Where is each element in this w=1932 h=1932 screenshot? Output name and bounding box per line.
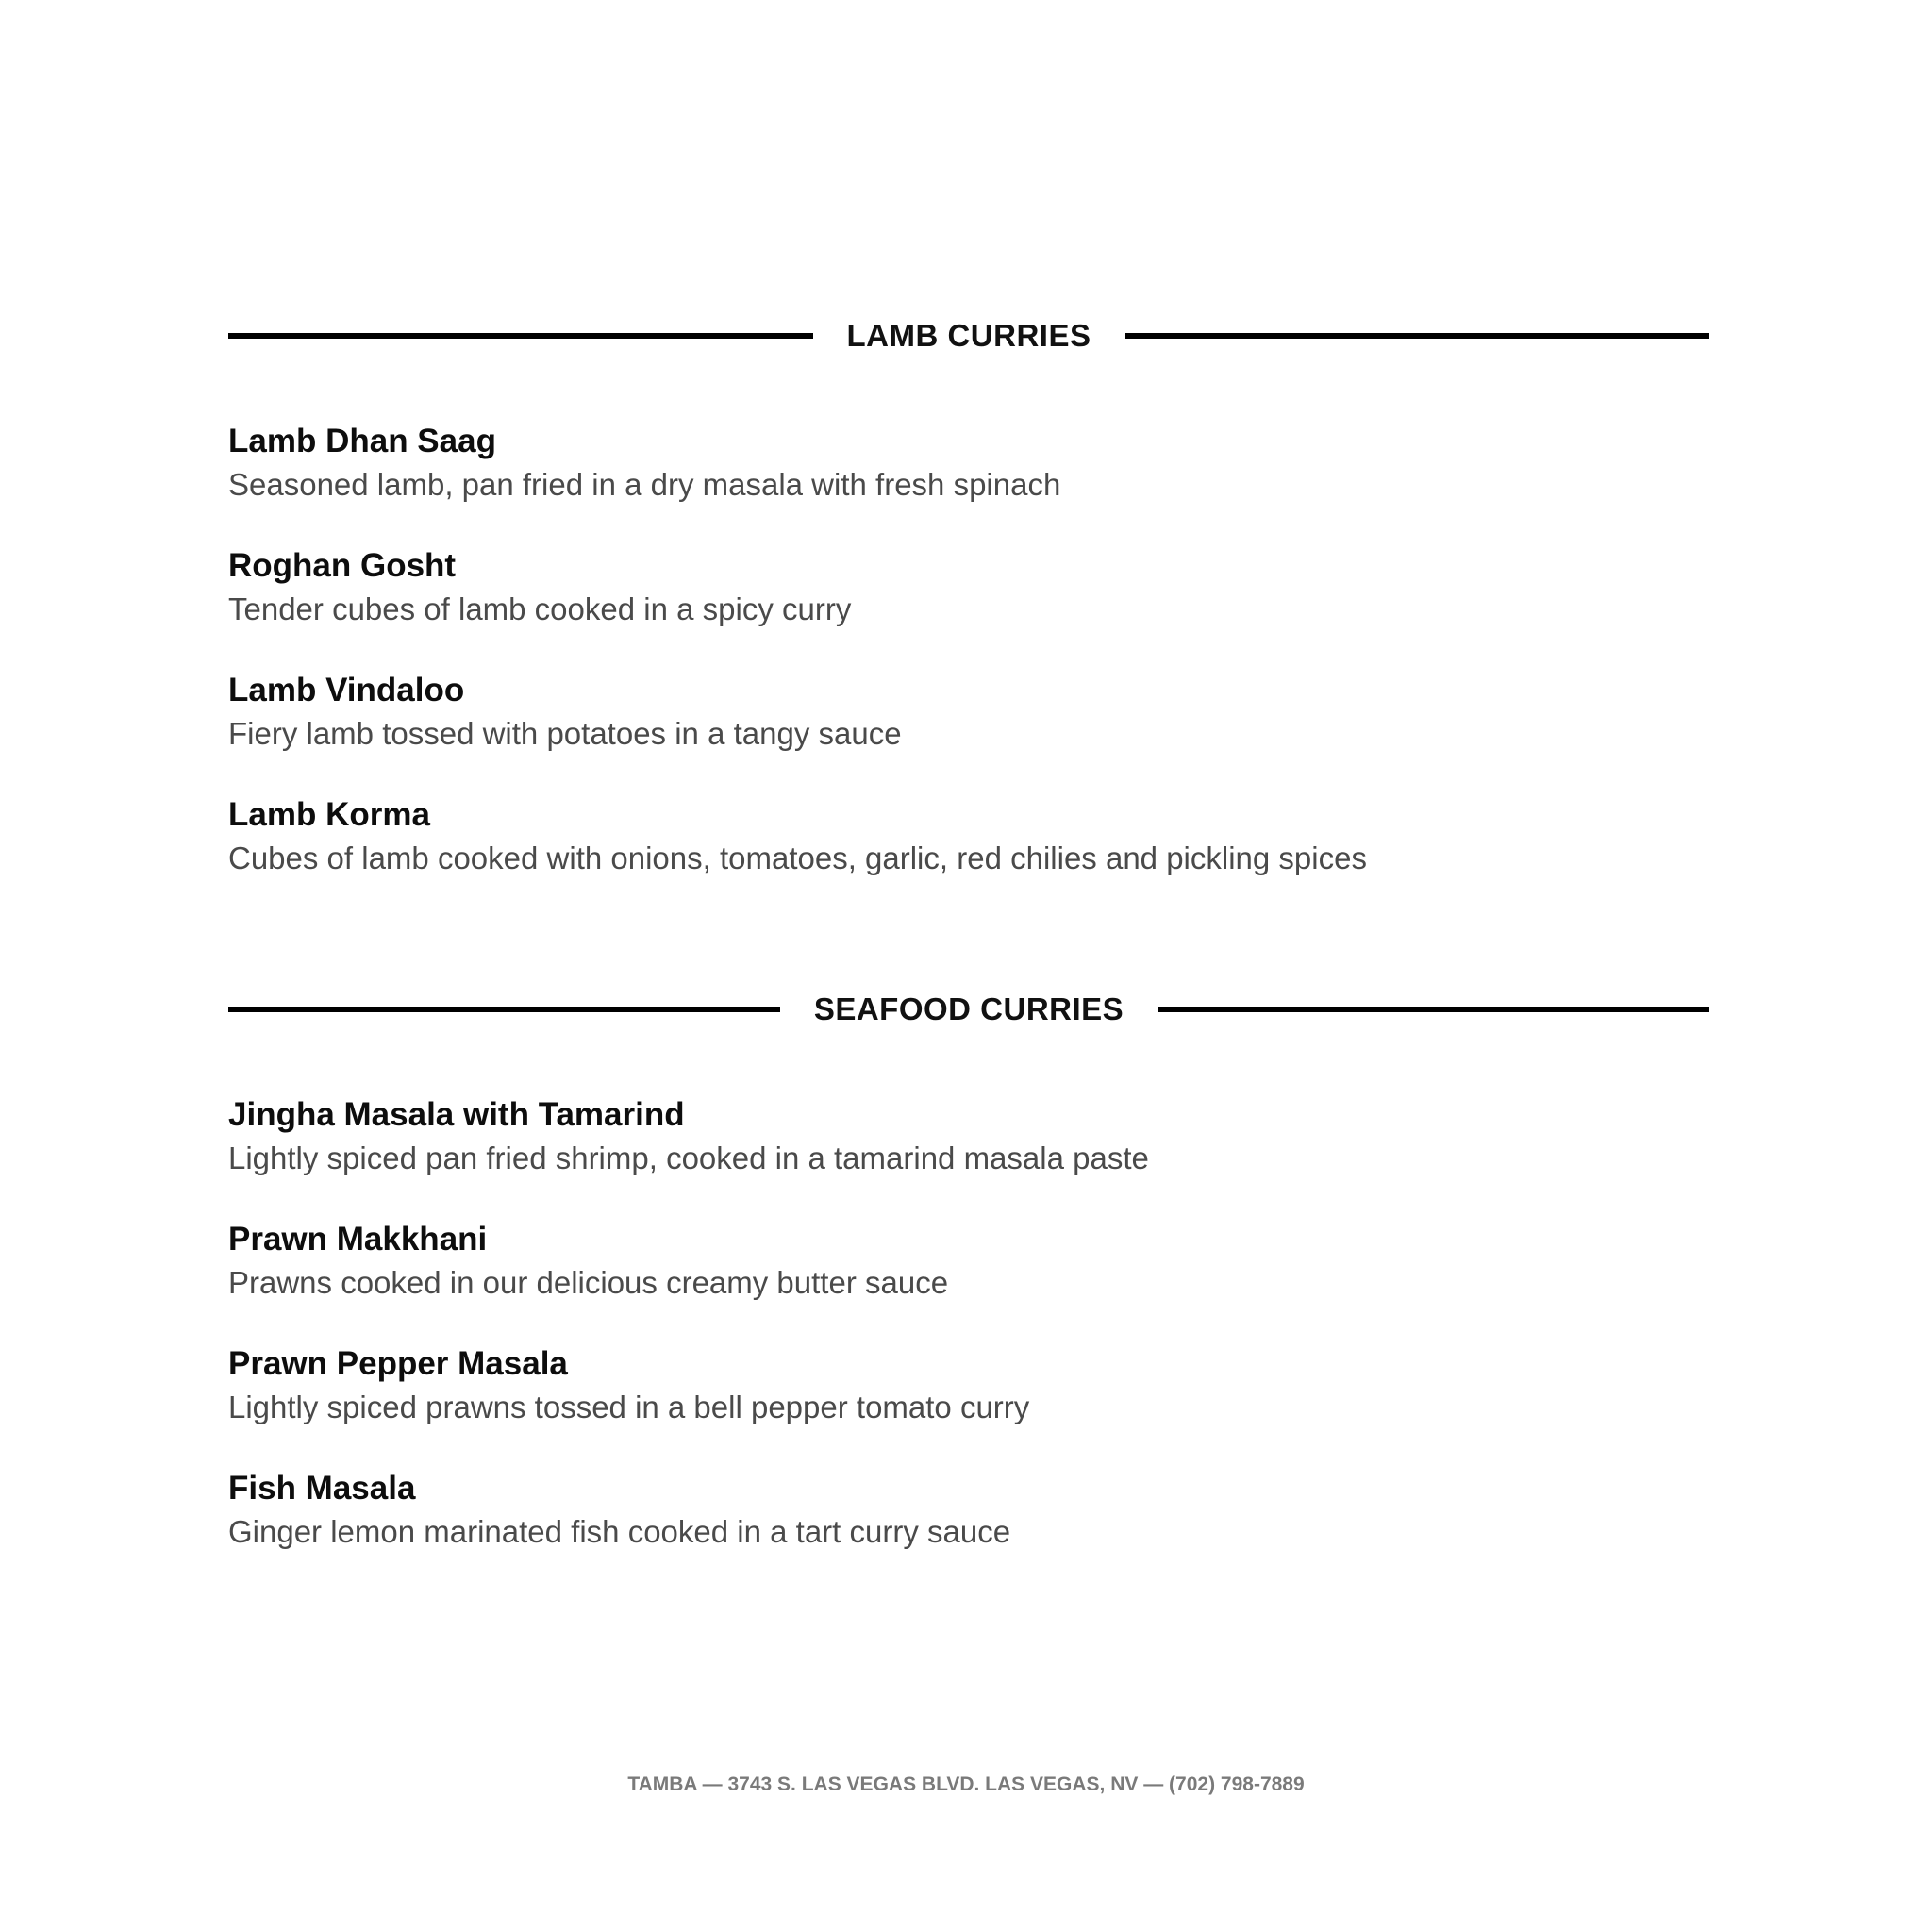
menu-item bbox=[228, 794, 1709, 879]
menu-item bbox=[228, 1219, 1709, 1304]
menu-item-description: Seasoned lamb, pan fried in a dry masala with fresh spinach bbox=[228, 467, 1061, 502]
divider-rule-right bbox=[1158, 1007, 1709, 1012]
menu-item bbox=[228, 670, 1709, 755]
footer-address: TAMBA — 3743 S. LAS VEGAS BLVD. LAS VEGAS, NV — (702) 798-7889 bbox=[627, 1774, 1305, 1795]
menu-item-name: Lamb Vindaloo bbox=[228, 672, 465, 708]
menu-item bbox=[228, 421, 1709, 506]
section-title: SEAFOOD CURRIES bbox=[813, 991, 1124, 1026]
menu-item-name: Lamb Korma bbox=[228, 796, 430, 833]
menu-item-name: Prawn Pepper Masala bbox=[228, 1345, 568, 1382]
section-title: LAMB CURRIES bbox=[846, 318, 1091, 353]
menu-item-name: Prawn Makkhani bbox=[228, 1221, 488, 1257]
menu-item-description: Cubes of lamb cooked with onions, tomatoes, garlic, red chilies and pickling spices bbox=[228, 841, 1367, 875]
menu-item-name: Lamb Dhan Saag bbox=[228, 423, 496, 459]
menu-item bbox=[228, 1094, 1709, 1179]
divider-rule-left bbox=[228, 333, 813, 339]
menu-item-description: Lightly spiced prawns tossed in a bell pepper tomato curry bbox=[228, 1390, 1030, 1424]
menu-item-description: Tender cubes of lamb cooked in a spicy curry bbox=[228, 591, 852, 626]
section-header bbox=[228, 991, 1709, 1028]
section-header bbox=[228, 317, 1709, 355]
menu-item-description: Prawns cooked in our delicious creamy butter sauce bbox=[228, 1265, 949, 1300]
menu-item-name: Fish Masala bbox=[228, 1470, 416, 1507]
menu-item-name: Jingha Masala with Tamarind bbox=[228, 1096, 685, 1133]
menu-item-description: Lightly spiced pan fried shrimp, cooked in a tamarind masala paste bbox=[228, 1141, 1149, 1175]
menu-item-description: Ginger lemon marinated fish cooked in a tart curry sauce bbox=[228, 1514, 1011, 1549]
menu-item bbox=[228, 1468, 1709, 1553]
menu-item bbox=[228, 1343, 1709, 1428]
divider-rule-left bbox=[228, 1007, 780, 1012]
menu-item bbox=[228, 545, 1709, 630]
menu-item-description: Fiery lamb tossed with potatoes in a tangy sauce bbox=[228, 716, 902, 751]
menu-item-name: Roghan Gosht bbox=[228, 547, 457, 584]
divider-rule-right bbox=[1125, 333, 1710, 339]
